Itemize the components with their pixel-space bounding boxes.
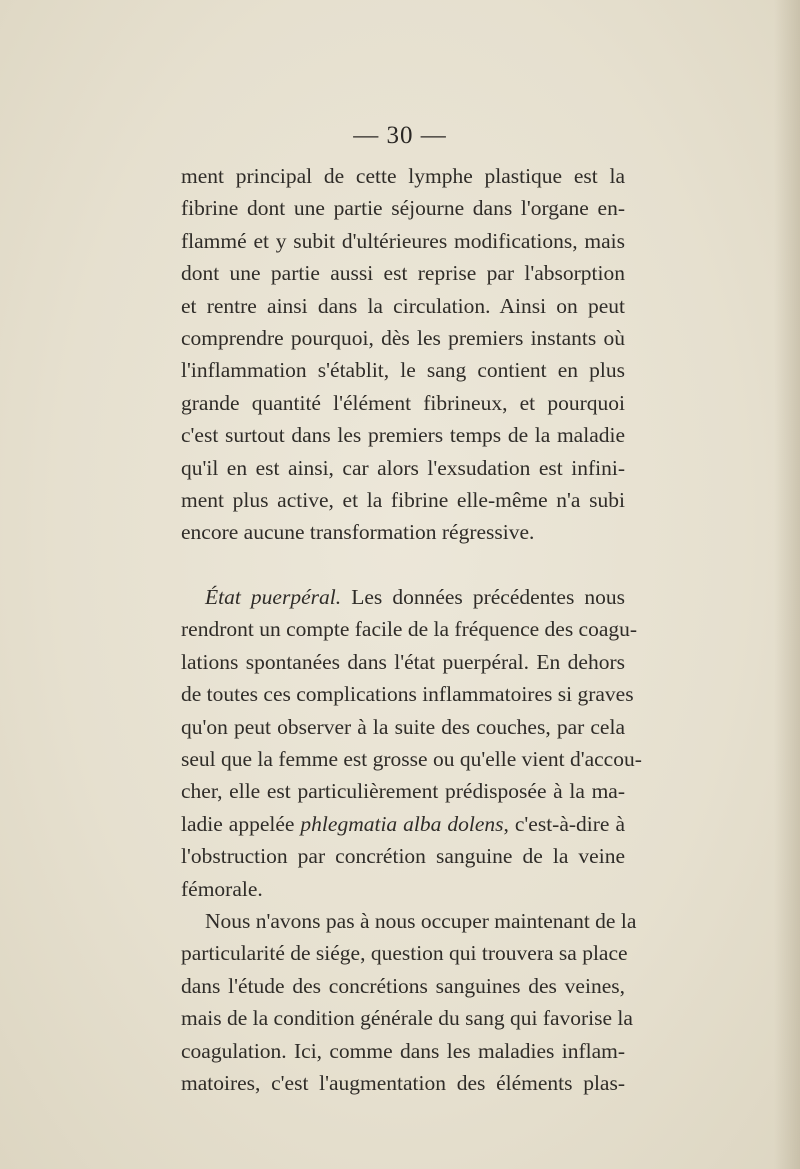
text-line: fibrine dont une partie séjourne dans l'organe en-: [181, 196, 625, 221]
text-line: dont une partie aussi est reprise par l'absorption: [181, 261, 625, 286]
text-line: particularité de siége, question qui trouvera sa place: [181, 941, 628, 966]
page-edge-shadow: [774, 0, 800, 1169]
section-heading: État puerpéral.: [205, 584, 342, 609]
text-line: [181, 581, 625, 613]
text-line: seul que la femme est grosse ou qu'elle vient d'accou-: [181, 746, 642, 771]
text-line-content: ladie appelée: [181, 811, 295, 836]
disease-name: phlegmatia alba dolens: [300, 811, 504, 836]
text-line: ment principal de cette lymphe plastique est la: [181, 164, 625, 188]
text-line: flammé et y subit d'ultérieures modifications, mais: [181, 228, 625, 253]
text-line: cher, elle est particulièrement prédisposée à la ma-: [181, 779, 625, 804]
text-line: dans l'étude des concrétions sanguines des veines,: [181, 973, 625, 998]
text-line: de toutes ces complications inflammatoires si graves: [181, 682, 634, 707]
paragraph-gap: [181, 549, 625, 581]
text-line: ment plus active, et la fibrine elle-même n'a subi: [181, 488, 625, 513]
text-line: qu'on peut observer à la suite des couches, par cela: [181, 714, 625, 739]
text-line: l'inflammation s'établit, le sang contient en plus: [181, 358, 625, 383]
text-line: comprendre pourquoi, dès les premiers instants où: [181, 326, 625, 351]
page-number: — 30 —: [353, 122, 447, 149]
text-line-content: Les données précédentes nous: [351, 584, 626, 609]
text-line: qu'il en est ainsi, car alors l'exsudation est infini-: [181, 455, 625, 480]
text-line: matoires, c'est l'augmentation des éléments plas-: [181, 1070, 625, 1095]
text-line: c'est surtout dans les premiers temps de la maladie: [181, 423, 625, 448]
text-line: grande quantité l'élément fibrineux, et pourquoi: [181, 390, 625, 415]
text-line: fémorale.: [181, 876, 263, 901]
body-text: [181, 160, 642, 1099]
text-line: mais de la condition générale du sang qui favorise la: [181, 1006, 633, 1031]
text-line: et rentre ainsi dans la circulation. Ainsi on peut: [181, 293, 625, 318]
text-line: Nous n'avons pas à nous occuper maintenant de la: [205, 908, 637, 933]
text-line-content: , c'est-à-dire à: [503, 811, 625, 836]
text-line: rendront un compte facile de la fréquence des coagu-: [181, 617, 638, 642]
text-line: l'obstruction par concrétion sanguine de la veine: [181, 844, 625, 869]
text-line: [181, 808, 625, 840]
text-line: lations spontanées dans l'état puerpéral. En dehors: [181, 649, 625, 674]
text-line: coagulation. Ici, comme dans les maladies inflam-: [181, 1038, 625, 1063]
text-line: encore aucune transformation régressive.: [181, 520, 535, 545]
